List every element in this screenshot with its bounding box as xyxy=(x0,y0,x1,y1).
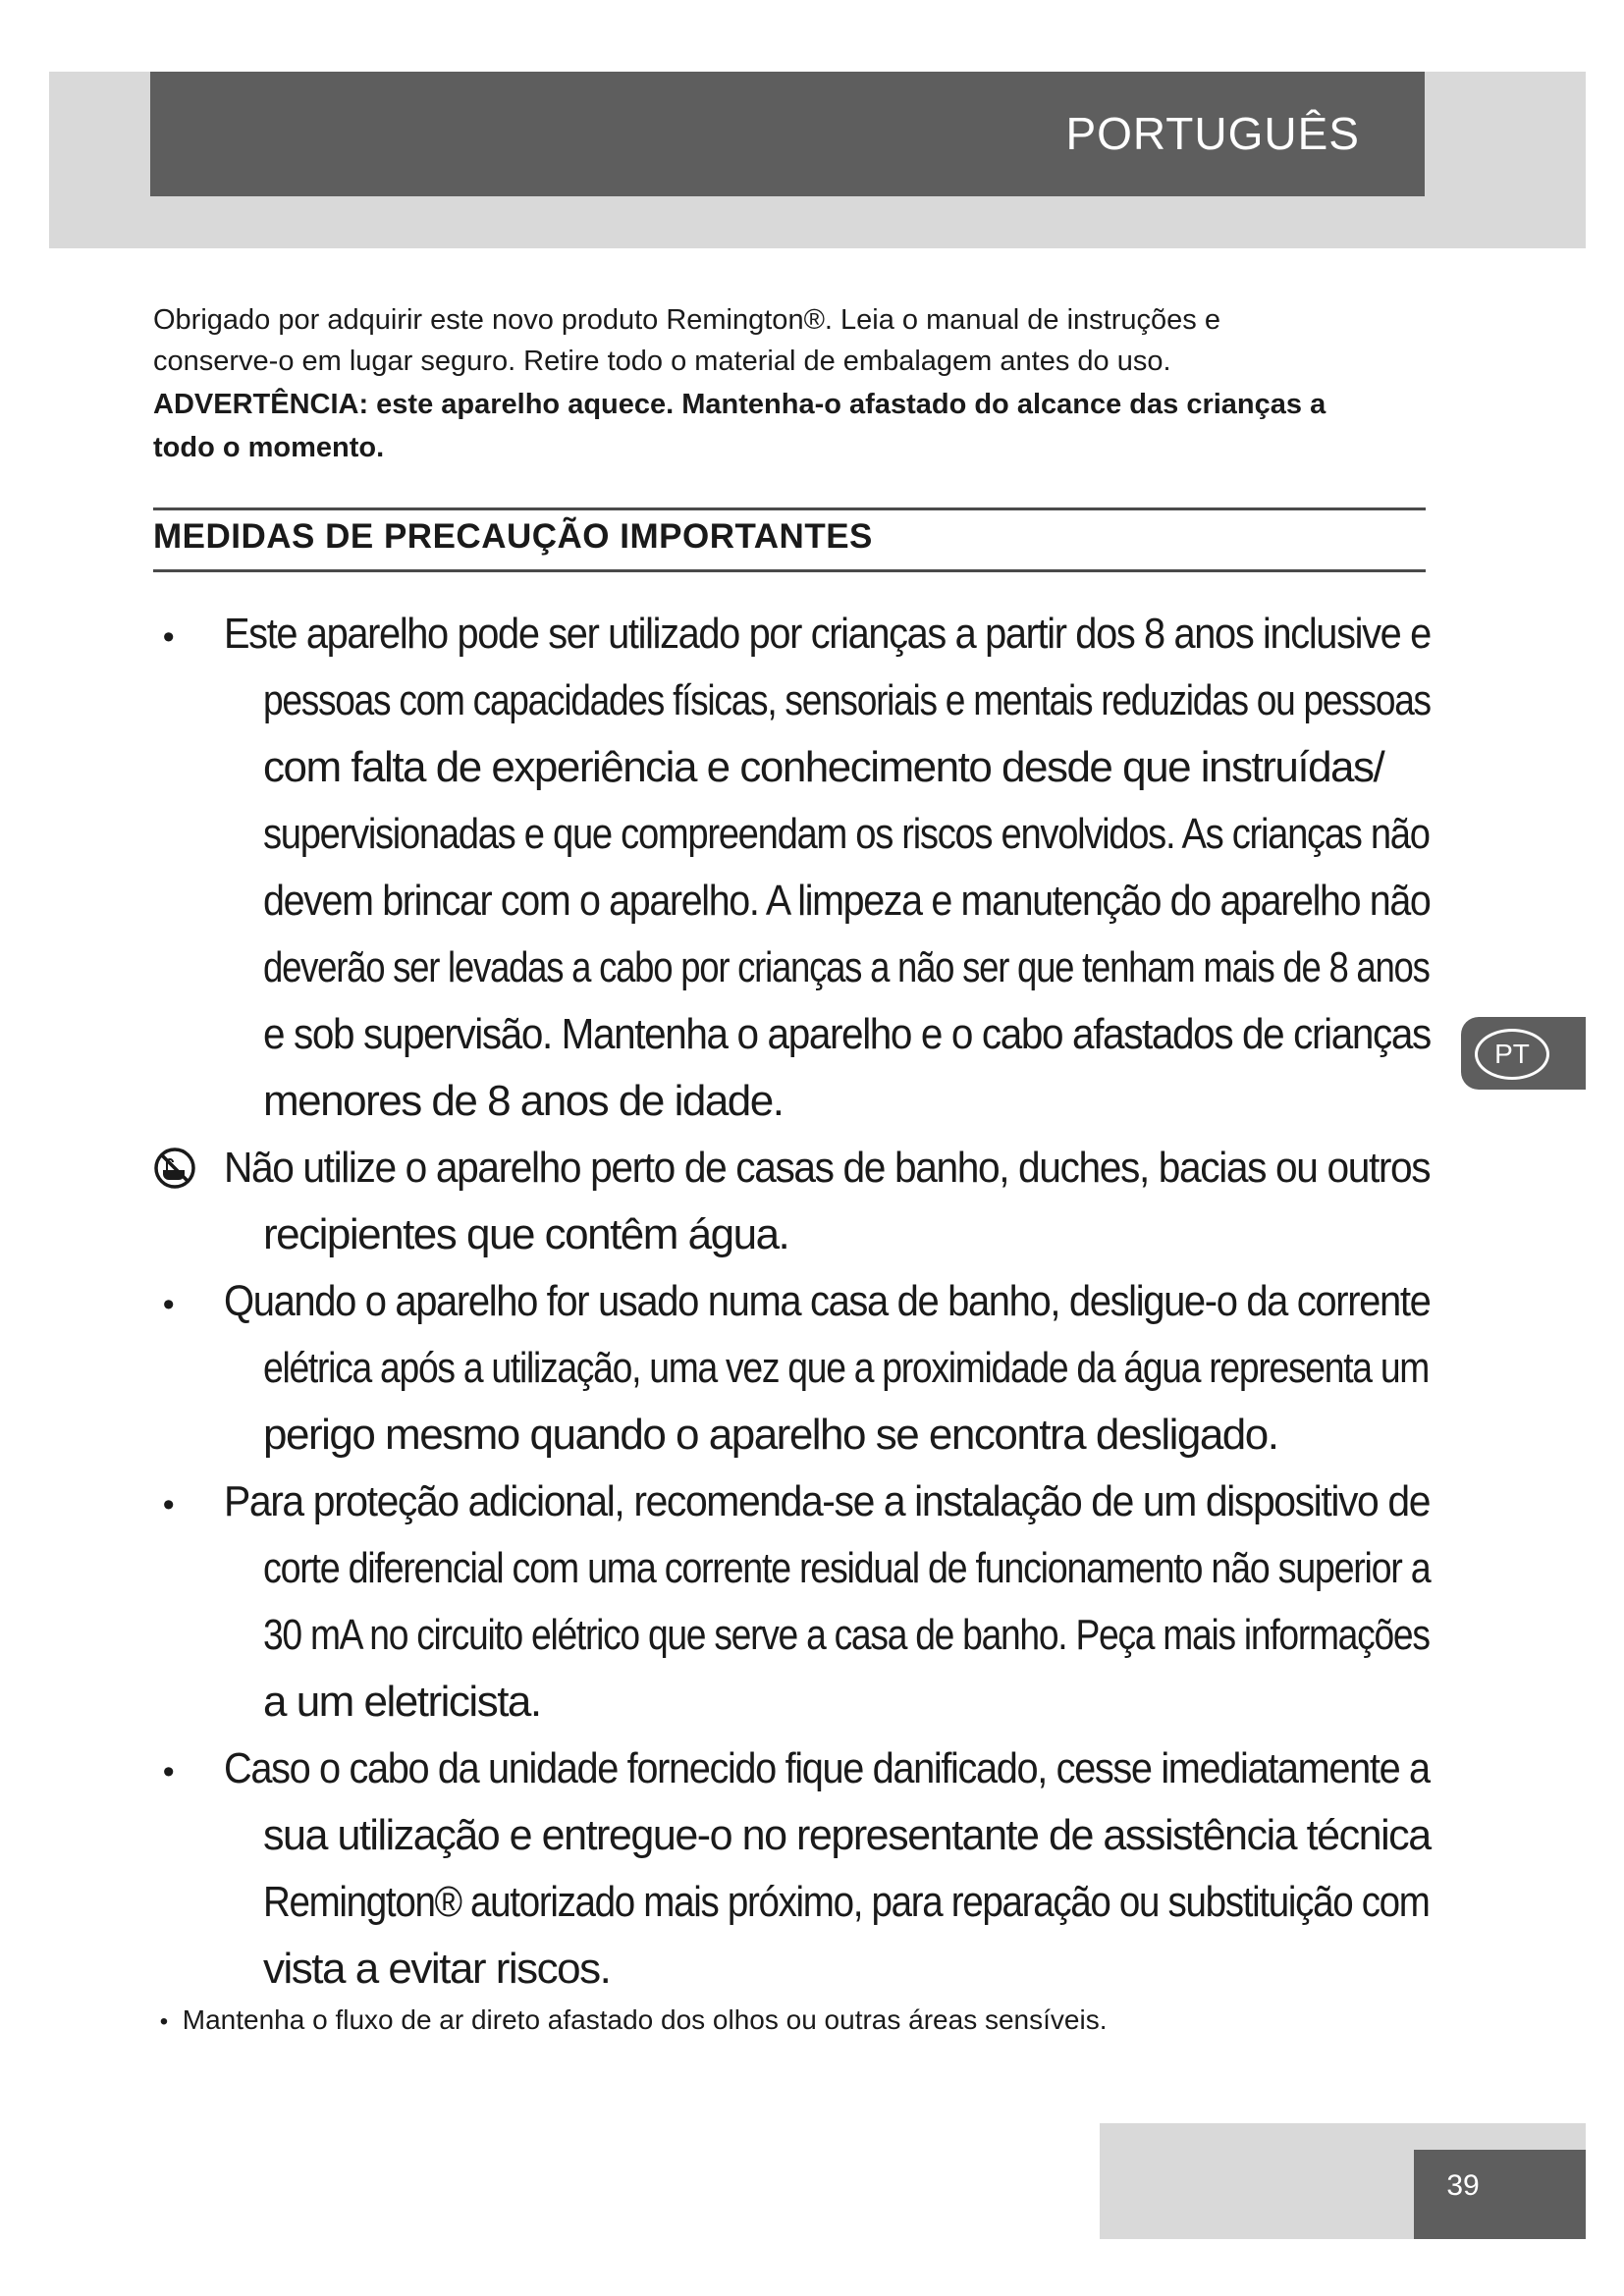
header-bar xyxy=(150,72,1425,196)
item-line: pessoas com capacidades físicas, sensoriais e mentais reduzidas ou pessoas xyxy=(263,676,1431,724)
list-item xyxy=(153,1135,1430,1268)
section-rule-top xyxy=(153,507,1426,510)
item-line: devem brincar com o aparelho. A limpeza e manutenção do aparelho não xyxy=(263,877,1431,925)
list-item xyxy=(153,1735,1430,2002)
small-item-text: Mantenha o fluxo de ar direto afastado dos olhos ou outras áreas sensíveis. xyxy=(182,2004,1108,2035)
item-line: 30 mA no circuito elétrico que serve a casa de banho. Peça mais informações xyxy=(263,1611,1430,1659)
item-line: Este aparelho pode ser utilizado por crianças a partir dos 8 anos inclusive e xyxy=(224,610,1431,658)
item-line: corte diferencial com uma corrente residual de funcionamento não superior a xyxy=(263,1544,1431,1592)
small-list-item xyxy=(153,2001,1107,2042)
item-line: Remington® autorizado mais próximo, para reparação ou substituição com xyxy=(263,1878,1430,1926)
item-line: com falta de experiência e conhecimento desde que instruídas/ xyxy=(263,743,1384,791)
bullet-marker: • xyxy=(162,1486,174,1523)
item-line: supervisionadas e que compreendam os riscos envolvidos. As crianças não xyxy=(263,810,1430,858)
section-rule-bottom xyxy=(153,569,1426,572)
page-number: 39 xyxy=(1446,2169,1480,2202)
item-line: e sob supervisão. Mantenha o aparelho e o cabo afastados de crianças xyxy=(263,1010,1431,1058)
item-line: Não utilize o aparelho perto de casas de banho, duches, bacias ou outros xyxy=(224,1144,1431,1192)
footer-box xyxy=(1414,2150,1586,2239)
intro-line-2: conserve-o em lugar seguro. Retire todo o material de embalagem antes do uso. xyxy=(153,346,1171,377)
intro-text xyxy=(153,299,1430,468)
bullet-marker: • xyxy=(162,618,174,656)
bullet-marker: • xyxy=(162,1286,174,1323)
item-line: vista a evitar riscos. xyxy=(263,1945,611,1993)
list-item xyxy=(153,1468,1430,1735)
language-tab xyxy=(1461,1017,1586,1090)
item-line: Caso o cabo da unidade fornecido fique danificado, cesse imediatamente a xyxy=(224,1744,1430,1792)
bullet-marker: • xyxy=(162,1753,174,1790)
item-line: Quando o aparelho for usado numa casa de banho, desligue-o da corrente xyxy=(224,1277,1431,1325)
item-line: sua utilização e entregue-o no representante de assistência técnica xyxy=(263,1811,1431,1859)
list-item xyxy=(153,1268,1430,1468)
item-line: recipientes que contêm água. xyxy=(263,1210,789,1258)
language-tab-label: PT xyxy=(1475,1029,1549,1080)
no-bath-icon xyxy=(153,1147,196,1190)
section-title: MEDIDAS DE PRECAUÇÃO IMPORTANTES xyxy=(153,517,873,556)
item-line: perigo mesmo quando o aparelho se encontra desligado. xyxy=(263,1411,1278,1459)
item-line: deverão ser levadas a cabo por crianças a não ser que tenham mais de 8 anos xyxy=(263,943,1430,991)
list-item xyxy=(153,601,1430,1135)
bullet-marker: • xyxy=(159,2008,169,2035)
item-line: elétrica após a utilização, uma vez que a proximidade da água representa um xyxy=(263,1344,1430,1392)
warning-line-2: todo o momento. xyxy=(153,432,385,463)
item-line: Para proteção adicional, recomenda-se a instalação de um dispositivo de xyxy=(224,1477,1431,1525)
warning-line-1: ADVERTÊNCIA: este aparelho aquece. Mantenha-o afastado do alcance das crianças a xyxy=(153,389,1326,420)
language-title: PORTUGUÊS xyxy=(1065,108,1360,159)
intro-line-1: Obrigado por adquirir este novo produto Remington®. Leia o manual de instruções e xyxy=(153,304,1220,336)
item-line: menores de 8 anos de idade. xyxy=(263,1077,784,1125)
item-line: a um eletricista. xyxy=(263,1678,541,1726)
precautions-list xyxy=(153,601,1430,2002)
